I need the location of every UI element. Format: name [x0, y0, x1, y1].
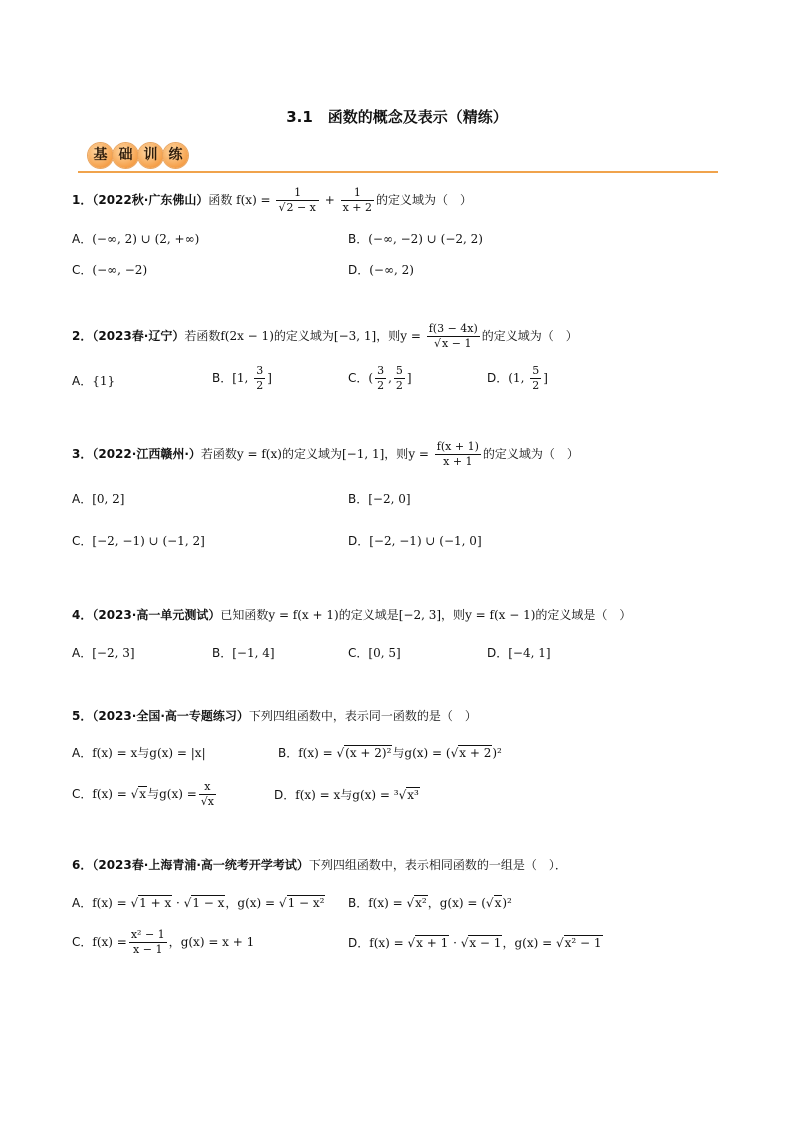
domain-interval: [−3, 1] [333, 329, 377, 343]
fraction-numerator: 1 [341, 186, 374, 201]
fraction-denominator: √x − 1 [434, 337, 472, 350]
option-a [72, 230, 199, 247]
option-text: (−∞, −2) ∪ (−2, 2) [368, 232, 483, 246]
option-b [348, 490, 411, 507]
question-number: 5． [72, 709, 93, 723]
fraction-denominator: 2 [532, 379, 540, 392]
radicand: x + 1 [416, 936, 449, 950]
option-text: 与 [340, 788, 353, 802]
radicand: (x + 2)² [345, 746, 392, 760]
option-b [348, 894, 512, 911]
question-source: （2023·高一单元测试） [92, 608, 221, 622]
fraction [341, 186, 374, 215]
option-label: B． [212, 371, 233, 385]
option-label: C． [72, 263, 93, 277]
question-stem: 的定义域是（ ） [535, 608, 632, 622]
radicand: 1 − x [192, 896, 225, 910]
question-source: （2023春·上海青浦·高一统考开学考试） [92, 858, 309, 872]
fraction-denominator: x + 1 [443, 455, 473, 468]
banner-char: 训 [138, 143, 163, 168]
function-expression: y = f(x) [236, 447, 282, 461]
banner-char: 练 [163, 143, 188, 168]
option-text: ( [368, 371, 374, 385]
option-label: A． [72, 646, 93, 660]
option-text: (−∞, 2) [369, 263, 414, 277]
fraction-numerator: 3 [377, 364, 385, 377]
fraction [394, 364, 405, 393]
option-label: D． [348, 263, 370, 277]
option-d [274, 786, 420, 803]
option-c [72, 532, 205, 549]
option-label: B． [278, 746, 299, 760]
radicand: 1 + x [139, 896, 172, 910]
option-label: A． [72, 232, 93, 246]
option-text: )² [502, 896, 512, 910]
question-stem: 已知函数 [220, 608, 269, 622]
option-text: 与 [137, 746, 150, 760]
option-text: g(x) = (√ [439, 896, 494, 910]
option-text: f(x) = √ [298, 746, 345, 760]
radicand: x + 2 [459, 746, 492, 760]
question-number: 4． [72, 608, 93, 622]
option-label: B． [212, 646, 233, 660]
fraction-numerator: 5 [395, 364, 403, 377]
option-label: D． [348, 534, 370, 548]
option-label: C． [72, 935, 93, 949]
radicand: x [139, 787, 147, 801]
option-label: A． [72, 374, 93, 388]
question-4 [72, 606, 631, 623]
question-5 [72, 707, 477, 724]
question-stem: 的定义域为（ ） [376, 193, 473, 207]
option-c [348, 364, 412, 393]
option-text: [−1, 4] [232, 646, 275, 660]
function-expression: y = [400, 329, 421, 343]
option-a [72, 894, 325, 911]
radicand: x [494, 896, 502, 910]
option-text: f(x) = √ [368, 896, 415, 910]
question-stem: 下列四组函数中，表示同一函数的是（ ） [248, 709, 477, 723]
option-text: ， [168, 935, 181, 949]
option-label: B． [348, 232, 369, 246]
question-stem: 若函数 [184, 329, 221, 343]
option-text: 与 [392, 746, 405, 760]
fraction-denominator: x + 2 [342, 201, 373, 214]
question-stem: 下列四组函数中，表示相同函数的一组是（ ）． [308, 858, 567, 872]
radicand: x − 1 [442, 337, 472, 350]
option-b [212, 364, 272, 393]
option-text: f(x) = √ [369, 936, 416, 950]
option-text: f(x) = x [295, 788, 341, 802]
option-text: f(x) = x [92, 746, 138, 760]
radicand: x − 1 [469, 936, 502, 950]
question-stem: ，则 [441, 608, 466, 622]
option-text: [−2, 3] [92, 646, 135, 660]
option-label: D． [487, 646, 509, 660]
function-expression: y = f(x − 1) [465, 608, 536, 622]
fraction-numerator: 5 [532, 364, 540, 377]
option-d [348, 532, 482, 549]
option-text: ， [427, 896, 440, 910]
question-3 [72, 440, 579, 469]
option-text: ] [406, 371, 412, 385]
question-6 [72, 856, 567, 873]
option-label: C． [348, 371, 369, 385]
option-text: (1, [508, 371, 529, 385]
question-source: （2023春·辽宁） [92, 329, 185, 343]
fraction-denominator: √2 − x [278, 201, 316, 214]
section-banner [88, 143, 188, 171]
question-stem: 若函数 [200, 447, 237, 461]
option-text: f(x) = √ [92, 896, 139, 910]
option-text: · √ [449, 936, 469, 950]
option-text: f(x) = √ [92, 787, 139, 801]
page-title: 3.1 函数的概念及表示（精练） [286, 108, 508, 126]
option-label: D． [348, 936, 370, 950]
plus-sign: + [324, 193, 335, 207]
domain-interval: [−1, 1] [341, 447, 385, 461]
question-stem: 的定义域是 [338, 608, 399, 622]
banner-char: 基 [88, 143, 113, 168]
option-text: g(x) = ³√ [352, 788, 407, 802]
option-c [72, 261, 147, 278]
option-text: 与 [147, 787, 160, 801]
option-text: g(x) = x + 1 [180, 935, 255, 949]
question-source: （2022秋·广东佛山） [92, 193, 209, 207]
option-d [487, 364, 548, 393]
question-stem: 的定义域为（ ） [481, 329, 578, 343]
domain-interval: [−2, 3] [398, 608, 442, 622]
option-b [348, 230, 483, 247]
option-text: (−∞, 2) ∪ (2, +∞) [92, 232, 200, 246]
option-label: C． [348, 646, 369, 660]
option-text: [0, 2] [92, 492, 125, 506]
question-stem: 的定义域为（ ） [482, 447, 579, 461]
section-divider [78, 171, 718, 173]
option-label: B． [348, 492, 369, 506]
function-expression: f(x) = [236, 193, 271, 207]
question-source: （2023·全国·高一专题练习） [92, 709, 249, 723]
fraction-denominator: √x [200, 795, 214, 808]
banner-char: 础 [113, 143, 138, 168]
option-label: D． [487, 371, 509, 385]
question-stem: ，则 [384, 447, 409, 461]
fraction-numerator: x [199, 780, 216, 795]
function-expression: y = f(x + 1) [268, 608, 339, 622]
fraction-numerator: x² − 1 [130, 928, 165, 941]
option-text: ， [225, 896, 238, 910]
fraction-numerator: f(3 − 4x) [428, 322, 478, 335]
question-stem: 函数 [208, 193, 233, 207]
fraction-numerator: f(x + 1) [436, 440, 479, 453]
fraction [129, 928, 167, 957]
option-text: g(x) = √ [237, 896, 287, 910]
fraction [199, 780, 216, 809]
question-stem: ，则 [376, 329, 401, 343]
function-expression: f(2x − 1) [220, 329, 274, 343]
option-label: D． [274, 788, 296, 802]
question-stem: 的定义域为 [281, 447, 342, 461]
option-text: f(x) = [92, 935, 127, 949]
option-text: , [388, 371, 392, 385]
option-d [348, 261, 414, 278]
option-text: g(x) = |x| [149, 746, 206, 760]
option-text: ， [502, 936, 515, 950]
radicand: 2 − x [286, 201, 316, 214]
option-label: C． [72, 534, 93, 548]
option-c [348, 644, 401, 661]
option-text: [1, [232, 371, 253, 385]
fraction [530, 364, 541, 393]
option-text: ] [267, 371, 272, 385]
function-expression: y = [408, 447, 429, 461]
option-a [72, 644, 135, 661]
option-d [348, 934, 603, 951]
fraction [427, 322, 480, 351]
option-label: A． [72, 746, 93, 760]
option-text: ] [543, 371, 548, 385]
option-a [72, 490, 124, 507]
option-c [72, 780, 218, 809]
option-c [72, 928, 254, 957]
option-b [278, 744, 502, 761]
option-text: )² [492, 746, 502, 760]
question-number: 2． [72, 329, 93, 343]
radicand: x² − 1 [564, 936, 602, 950]
option-text: {1} [92, 374, 116, 388]
option-label: B． [348, 896, 369, 910]
option-label: C． [72, 787, 93, 801]
question-1 [72, 186, 472, 215]
option-text: · √ [172, 896, 192, 910]
fraction-numerator: 1 [276, 186, 318, 201]
option-a [72, 372, 115, 389]
question-source: （2022·江西赣州·） [92, 447, 201, 461]
question-number: 1． [72, 193, 93, 207]
option-text: [−4, 1] [508, 646, 551, 660]
option-text: [0, 5] [368, 646, 401, 660]
fraction-denominator: x − 1 [133, 943, 163, 956]
option-d [487, 644, 551, 661]
question-number: 3． [72, 447, 93, 461]
option-text: (−∞, −2) [92, 263, 148, 277]
fraction [375, 364, 386, 393]
option-text: g(x) = [159, 787, 197, 801]
fraction [435, 440, 481, 469]
fraction-denominator: 2 [256, 379, 264, 392]
option-a [72, 744, 206, 761]
question-2 [72, 322, 578, 351]
question-stem: 的定义域为 [273, 329, 334, 343]
radicand: x³ [407, 788, 419, 802]
question-number: 6． [72, 858, 93, 872]
option-text: [−2, −1) ∪ (−1, 0] [369, 534, 482, 548]
radicand: x² [415, 896, 427, 910]
radicand: 1 − x² [287, 896, 325, 910]
fraction-numerator: 3 [256, 364, 264, 377]
option-label: A． [72, 896, 93, 910]
fraction-denominator: 2 [395, 379, 403, 392]
option-text: g(x) = (√ [404, 746, 459, 760]
option-text: [−2, −1) ∪ (−1, 2] [92, 534, 205, 548]
option-label: A． [72, 492, 93, 506]
option-text: g(x) = √ [514, 936, 564, 950]
fraction-denominator: 2 [377, 379, 385, 392]
option-text: [−2, 0] [368, 492, 411, 506]
fraction [276, 186, 318, 215]
option-b [212, 644, 275, 661]
fraction [254, 364, 265, 393]
